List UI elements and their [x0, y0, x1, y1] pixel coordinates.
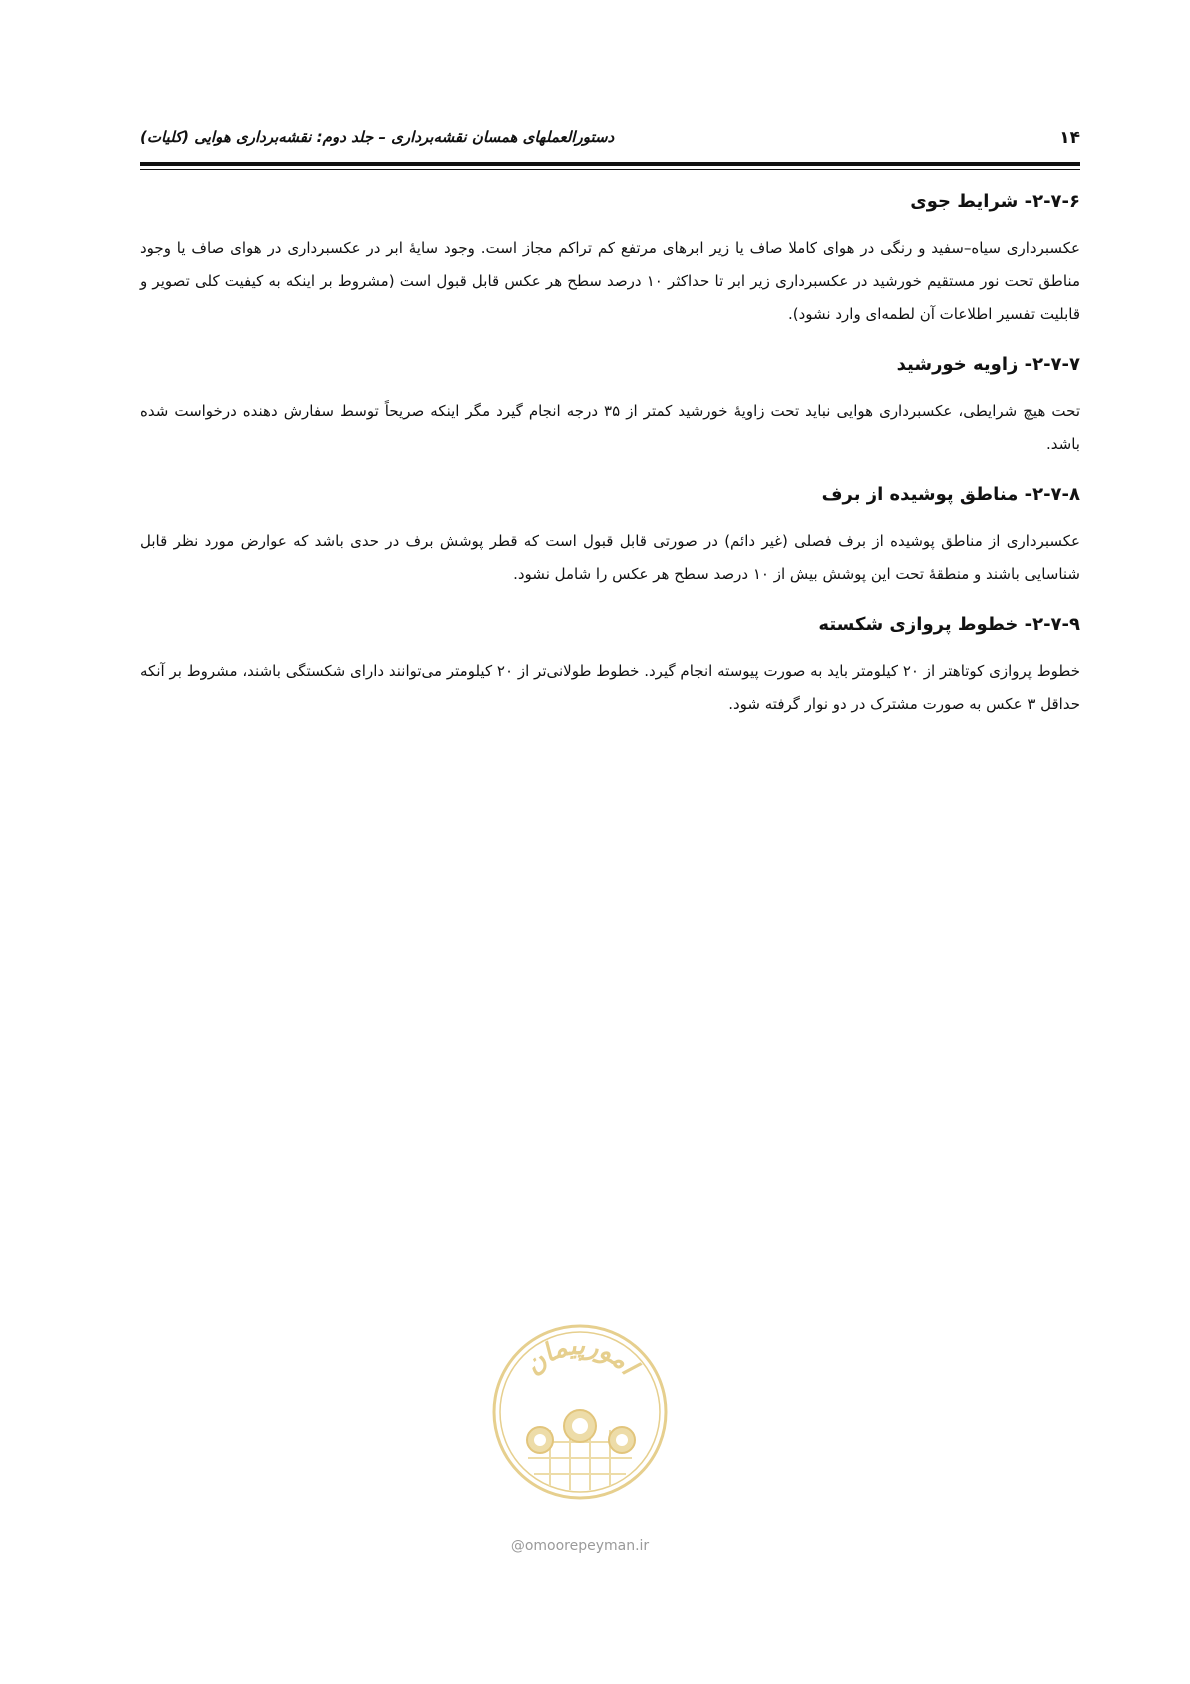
section-paragraph: عکسبرداری سیاه–سفید و رنگی در هوای کاملا صاف یا زیر ابرهای مرتفع کم تراکم مجاز است. وجود سایهٔ ابر در عکسبرداری در هوای صاف یا وجود مناطق تحت نور مستقیم خورشید در عکسبرداری زیر ابر تا حداکثر ۱۰ درصد سطح هر عکس قابل قبول است (مشروط بر اینکه به کیفیت کلی تصویر و قابلیت تفسیر اطلاعات آن لطمه‌ای وارد نشود).	[140, 239, 1080, 323]
page-header	[140, 128, 1080, 164]
section-heading: ۲-۷-۹- خطوط پروازی شکسته	[818, 614, 1080, 635]
section-paragraph: خطوط پروازی کوتاهتر از ۲۰ کیلومتر باید به صورت پیوسته انجام گیرد. خطوط طولانی‌تر از ۲۰ کیلومتر می‌توانند دارای شکستگی باشند، مشروط بر آنکه حداقل ۳ عکس به صورت مشترک در دو نوار گرفته شود.	[140, 662, 1080, 713]
section-broken-flight-lines	[140, 609, 1080, 721]
header-divider	[140, 162, 1080, 166]
document-body	[140, 186, 1080, 739]
watermark-logo-text: امورپیمان	[518, 1330, 643, 1381]
running-title: دستورالعملهای همسان نقشه‌برداری – جلد دوم: نقشه‌برداری هوایی (کلیات)	[140, 128, 615, 146]
section-paragraph: تحت هیچ شرایطی، عکسبرداری هوایی نباید تحت زاویهٔ خورشید کمتر از ۳۵ درجه انجام گیرد مگر اینکه صریحاً توسط سفارش دهنده درخواست شده باشد.	[140, 402, 1080, 453]
section-paragraph: عکسبرداری از مناطق پوشیده از برف فصلی (غیر دائم) در صورتی قابل قبول است که قطر پوشش برف در حدی باشد که عوارض مورد نظر قابل شناسایی باشند و منطقهٔ تحت این پوشش بیش از ۱۰ درصد سطح هر عکس را شامل نشود.	[140, 532, 1080, 583]
section-sun-angle	[140, 349, 1080, 461]
section-weather-conditions	[140, 186, 1080, 331]
section-snow-covered-areas	[140, 479, 1080, 591]
watermark-logo	[490, 1322, 670, 1502]
page-number: ۱۴	[1059, 128, 1080, 148]
section-heading: ۲-۷-۸- مناطق پوشیده از برف	[821, 484, 1080, 505]
watermark-url: @omoorepeyman.ir	[510, 1538, 650, 1554]
header-divider-thin	[140, 169, 1080, 170]
section-heading: ۲-۷-۷- زاویه خورشید	[896, 354, 1080, 375]
section-heading: ۲-۷-۶- شرایط جوی	[910, 191, 1080, 212]
